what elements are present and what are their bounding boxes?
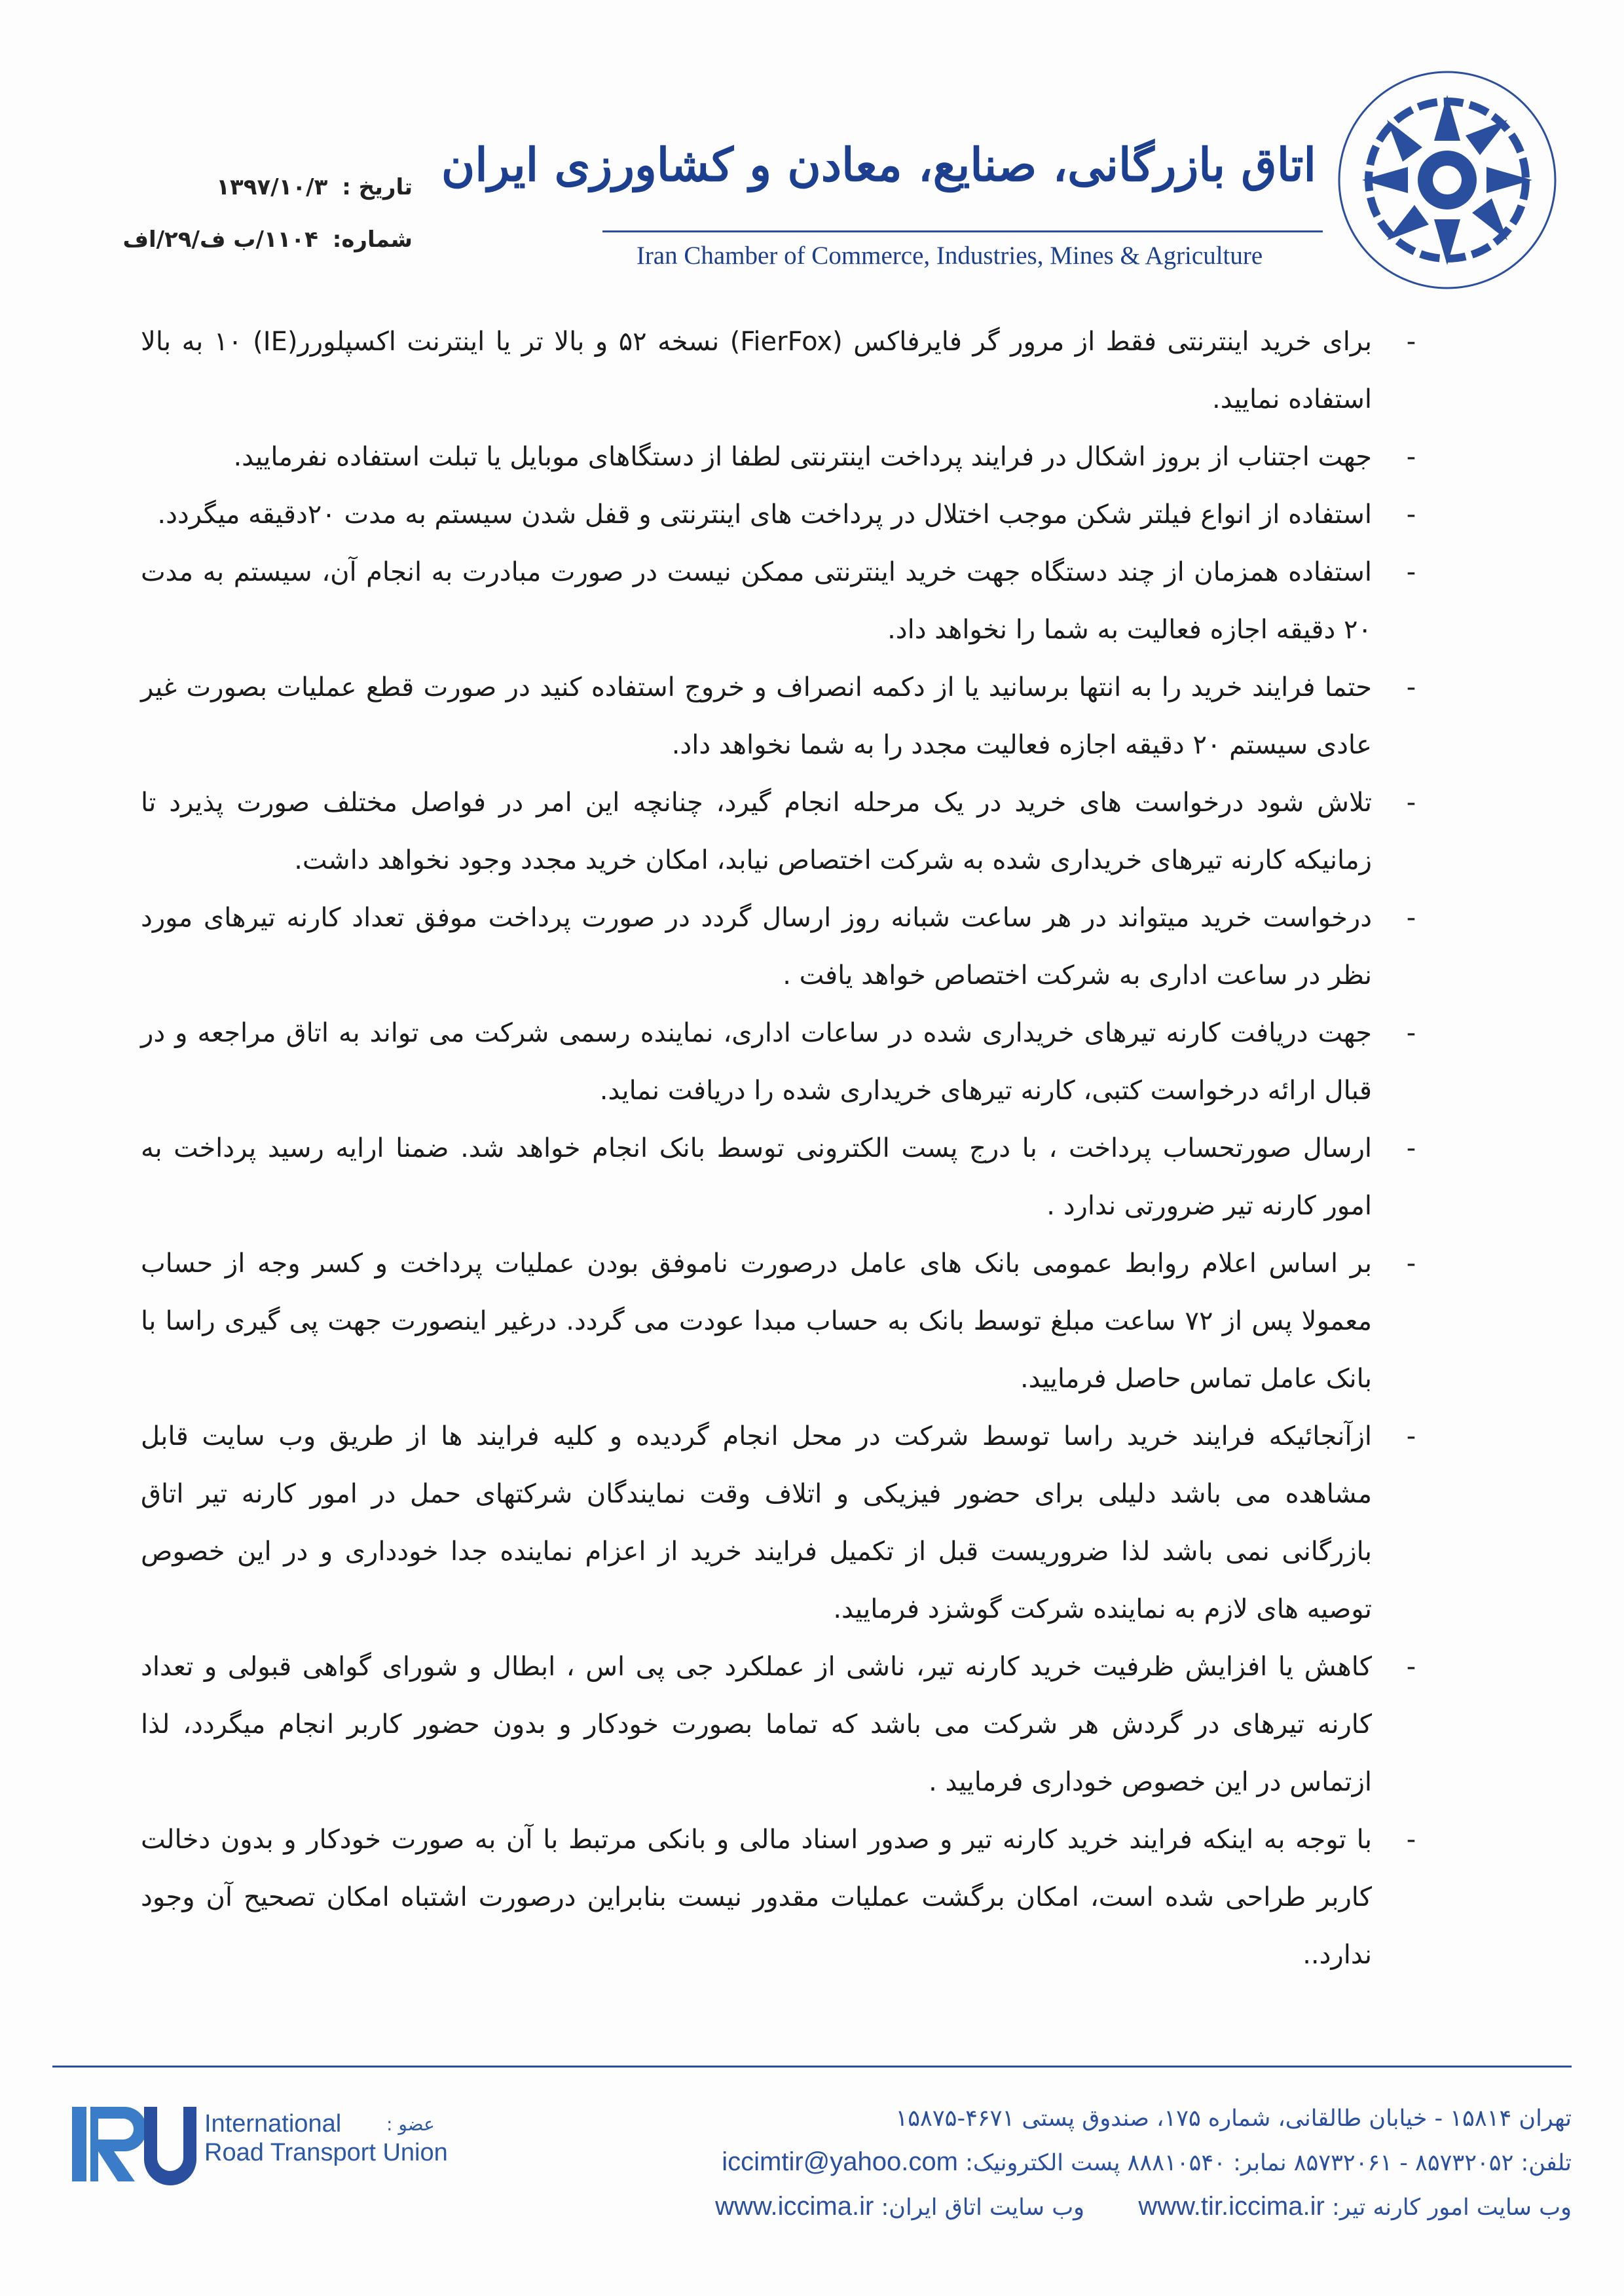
list-item: - با توجه به اینکه فرایند خرید کارنه تیر و صدور اسناد مالی و بانکی مرتبط با آن به صورت خودکار و بدون دخالت کاربر طراحی شده است، امکان برگشت عملیات مقدور نیست بنابراین درصورت اشتباه امکان تصحیح آن وجود ندارد.. xyxy=(141,1825,1416,1970)
iru-logo xyxy=(72,2102,196,2187)
list-item-text: جهت دریافت کارنه تیرهای خریداری شده در ساعات اداری، نماینده رسمی شرکت می تواند به اتاق مراجعه و در قبال ارائه درخواست کتبی، کارنه تیرهای خریداری شده را دریافت نماید. xyxy=(141,1018,1372,1106)
list-item: - استفاده همزمان از چند دستگاه جهت خرید اینترنتی ممکن نیست در صورت مبادرت به انجام آن، سیستم به مدت ۲۰ دقیقه اجازه فعالیت به شما را نخواهد داد. xyxy=(141,557,1416,645)
list-item-text: تلاش شود درخواست های خرید در یک مرحله انجام گیرد، چنانچه این امر در فواصل مختلف صورت پذیرد تا زمانیکه کارنه تیرهای خریداری شده به شرکت اختصاص نیابد، امکان خرید مجدد وجود نخواهد داشت. xyxy=(141,788,1372,875)
list-item-text: درخواست خرید میتواند در هر ساعت شبانه روز ارسال گردد در صورت پرداخت موفق تعداد کارنه تیرهای مورد نظر در ساعت اداری به شرکت اختصاص خواهد یافت . xyxy=(141,903,1372,991)
website-chamber-link[interactable]: www.iccima.ir xyxy=(715,2192,874,2221)
list-item: - درخواست خرید میتواند در هر ساعت شبانه روز ارسال گردد در صورت پرداخت موفق تعداد کارنه تیرهای مورد نظر در ساعت اداری به شرکت اختصاص خواهد یافت . xyxy=(141,903,1416,991)
website-chamber-label: وب سایت اتاق ایران: xyxy=(881,2195,1085,2221)
list-item: - جهت دریافت کارنه تیرهای خریداری شده در ساعات اداری، نماینده رسمی شرکت می تواند به اتاق مراجعه و در قبال ارائه درخواست کتبی، کارنه تیرهای خریداری شده را دریافت نماید. xyxy=(141,1018,1416,1106)
list-item: - ارسال صورتحساب پرداخت ، با درج پست الکترونی توسط بانک انجام خواهد شد. ضمنا ارایه رسید پرداخت به امور کارنه تیر ضرورتی ندارد . xyxy=(141,1133,1416,1221)
list-item-text: ازآنجائیکه فرایند خرید راسا توسط شرکت در محل انجام گردیده و کلیه فرایند ها از طریق وب سایت قابل مشاهده می باشد دلیلی برای حضور فیزیکی و اتلاف وقت نمایندگان شرکتهای حمل در امور کارنه تیر اتاق بازرگانی نمی باشد لذا ضروریست قبل از تکمیل فرایند خرید از اعزام نماینده جدا خودداری و در این خصوص توصیه های لازم به نماینده شرکت گوشزد فرمایید. xyxy=(141,1421,1372,1624)
email-link[interactable]: iccimtir@yahoo.com xyxy=(722,2147,958,2176)
list-item-text: ارسال صورتحساب پرداخت ، با درج پست الکترونی توسط بانک انجام خواهد شد. ضمنا ارایه رسید پرداخت به امور کارنه تیر ضرورتی ندارد . xyxy=(141,1133,1372,1221)
list-item: - بر اساس اعلام روابط عمومی بانک های عامل درصورت ناموفق بودن عملیات پرداخت و کسر وجه از حساب معمولا پس از ۷۲ ساعت مبلغ توسط بانک به حساب مبدا عودت می گردد. درغیر اینصورت جهت پی گیری راسا با بانک عامل تماس حاصل فرمایید. xyxy=(141,1248,1416,1394)
list-item: - حتما فرایند خرید را به انتها برسانید یا از دکمه انصراف و خروج استفاده کنید در صورت قطع عملیات بصورت غیر عادی سیستم ۲۰ دقیقه اجازه فعالیت مجدد را به شما نخواهد داد. xyxy=(141,672,1416,760)
list-item-text: استفاده همزمان از چند دستگاه جهت خرید اینترنتی ممکن نیست در صورت مبادرت به انجام آن، سیستم به مدت ۲۰ دقیقه اجازه فعالیت به شما را نخواهد داد. xyxy=(141,557,1372,645)
chamber-logo xyxy=(1336,69,1559,291)
list-item-text: برای خرید اینترنتی فقط از مرور گر فایرفاکس (FierFox) نسخه ۵۲ و بالا تر یا اینترنت اکسپلورر(IE) ۱۰ به بالا استفاده نمایید. xyxy=(141,327,1373,414)
list-item-text: حتما فرایند خرید را به انتها برسانید یا از دکمه انصراف و خروج استفاده کنید در صورت قطع عملیات بصورت غیر عادی سیستم ۲۰ دقیقه اجازه فعالیت مجدد را به شما نخواهد داد. xyxy=(141,672,1372,760)
list-item-text: جهت اجتناب از بروز اشکال در فرایند پرداخت اینترنتی لطفا از دستگاهای موبایل یا تبلت استفاده نفرمایید. xyxy=(233,442,1372,472)
phone-fax: تلفن: ۸۵۷۳۲۰۵۲ - ۸۵۷۳۲۰۶۱ نمابر: ۸۸۸۱۰۵۴۰ پست الکترونیک: xyxy=(965,2150,1572,2176)
date-line xyxy=(151,174,413,200)
list-item: - تلاش شود درخواست های خرید در یک مرحله انجام گیرد، چنانچه این امر در فواصل مختلف صورت پذیرد تا زمانیکه کارنه تیرهای خریداری شده به شرکت اختصاص نیابد، امکان خرید مجدد وجود نخواهد داشت. xyxy=(141,788,1416,875)
list-item: - کاهش یا افزایش ظرفیت خرید کارنه تیر، ناشی از عملکرد جی پی اس ، ابطال و شورای گواهی قبولی و تعداد کارنه تیرهای در گردش هر شرکت می باشد که تماما بصورت خودکار و بدون حضور کاربر انجام میگردد، لذا ازتماس در این خصوص خوداری فرمایید . xyxy=(141,1652,1416,1797)
org-name-persian: اتاق بازرگانی، صنایع، معادن و کشاورزی ایران xyxy=(441,137,1316,192)
member-label: عضو : xyxy=(386,2113,435,2135)
list-item-text: استفاده از انواع فیلتر شکن موجب اختلال در پرداخت های اینترنتی و قفل شدن سیستم به مدت ۲۰دقیقه میگردد. xyxy=(157,500,1372,530)
iru-line1: International xyxy=(204,2110,342,2138)
date-value: ۱۳۹۷/۱۰/۳ xyxy=(216,174,328,200)
footer-rule xyxy=(52,2066,1572,2068)
guidelines xyxy=(141,313,1424,1984)
contact-line xyxy=(524,2147,1572,2177)
address-line: تهران ۱۵۸۱۴ - خیابان طالقانی، شماره ۱۷۵، صندوق پستی ۴۶۷۱-۱۵۸۷۵ xyxy=(895,2105,1572,2132)
guideline-list xyxy=(141,313,1424,1984)
date-label: تاریخ : xyxy=(342,174,413,200)
header-rule xyxy=(602,230,1323,232)
iru-line2: Road Transport Union xyxy=(204,2139,448,2166)
org-name-english: Iran Chamber of Commerce, Industries, Mines & Agriculture xyxy=(636,242,1263,270)
list-item-text: با توجه به اینکه فرایند خرید کارنه تیر و صدور اسناد مالی و بانکی مرتبط با آن به صورت خودکار و بدون دخالت کاربر طراحی شده است، امکان برگشت عملیات مقدور نیست بنابراین درصورت اشتباه امکان تصحیح آن وجود ندارد.. xyxy=(141,1825,1372,1970)
list-item: - ازآنجائیکه فرایند خرید راسا توسط شرکت در محل انجام گردیده و کلیه فرایند ها از طریق وب سایت قابل مشاهده می باشد دلیلی برای حضور فیزیکی و اتلاف وقت نمایندگان شرکتهای حمل در امور کارنه تیر اتاق بازرگانی نمی باشد لذا ضروریست قبل از تکمیل فرایند خرید از اعزام نماینده جدا خودداری و در این خصوص توصیه های لازم به نماینده شرکت گوشزد فرمایید. xyxy=(141,1421,1416,1624)
list-item-text: بر اساس اعلام روابط عمومی بانک های عامل درصورت ناموفق بودن عملیات پرداخت و کسر وجه از حساب معمولا پس از ۷۲ ساعت مبلغ توسط بانک به حساب مبدا عودت می گردد. درغیر اینصورت جهت پی گیری راسا با بانک عامل تماس حاصل فرمایید. xyxy=(141,1248,1373,1394)
list-item: - جهت اجتناب از بروز اشکال در فرایند پرداخت اینترنتی لطفا از دستگاهای موبایل یا تبلت استفاده نفرمایید. xyxy=(233,442,1416,472)
list-item: - استفاده از انواع فیلتر شکن موجب اختلال در پرداخت های اینترنتی و قفل شدن سیستم به مدت ۲۰دقیقه میگردد. xyxy=(157,500,1416,530)
website-tir-link[interactable]: www.tir.iccima.ir xyxy=(1138,2192,1325,2221)
list-item: - برای خرید اینترنتی فقط از مرور گر فایرفاکس (FierFox) نسخه ۵۲ و بالا تر یا اینترنت اکسپلورر(IE) ۱۰ به بالا استفاده نمایید. xyxy=(141,327,1416,414)
list-item-text: کاهش یا افزایش ظرفیت خرید کارنه تیر، ناشی از عملکرد جی پی اس ، ابطال و شورای گواهی قبولی و تعداد کارنه تیرهای در گردش هر شرکت می باشد که تماما بصورت خودکار و بدون حضور کاربر انجام میگردد، لذا ازتماس در این خصوص خوداری فرمایید . xyxy=(141,1652,1372,1797)
number-value: ۱۱۰۴/ب ف/۲۹/اف xyxy=(122,227,318,253)
number-line xyxy=(122,227,413,253)
website-tir-label: وب سایت امور کارنه تیر: xyxy=(1331,2195,1572,2221)
websites-line xyxy=(524,2192,1572,2221)
number-label: شماره: xyxy=(332,227,413,253)
